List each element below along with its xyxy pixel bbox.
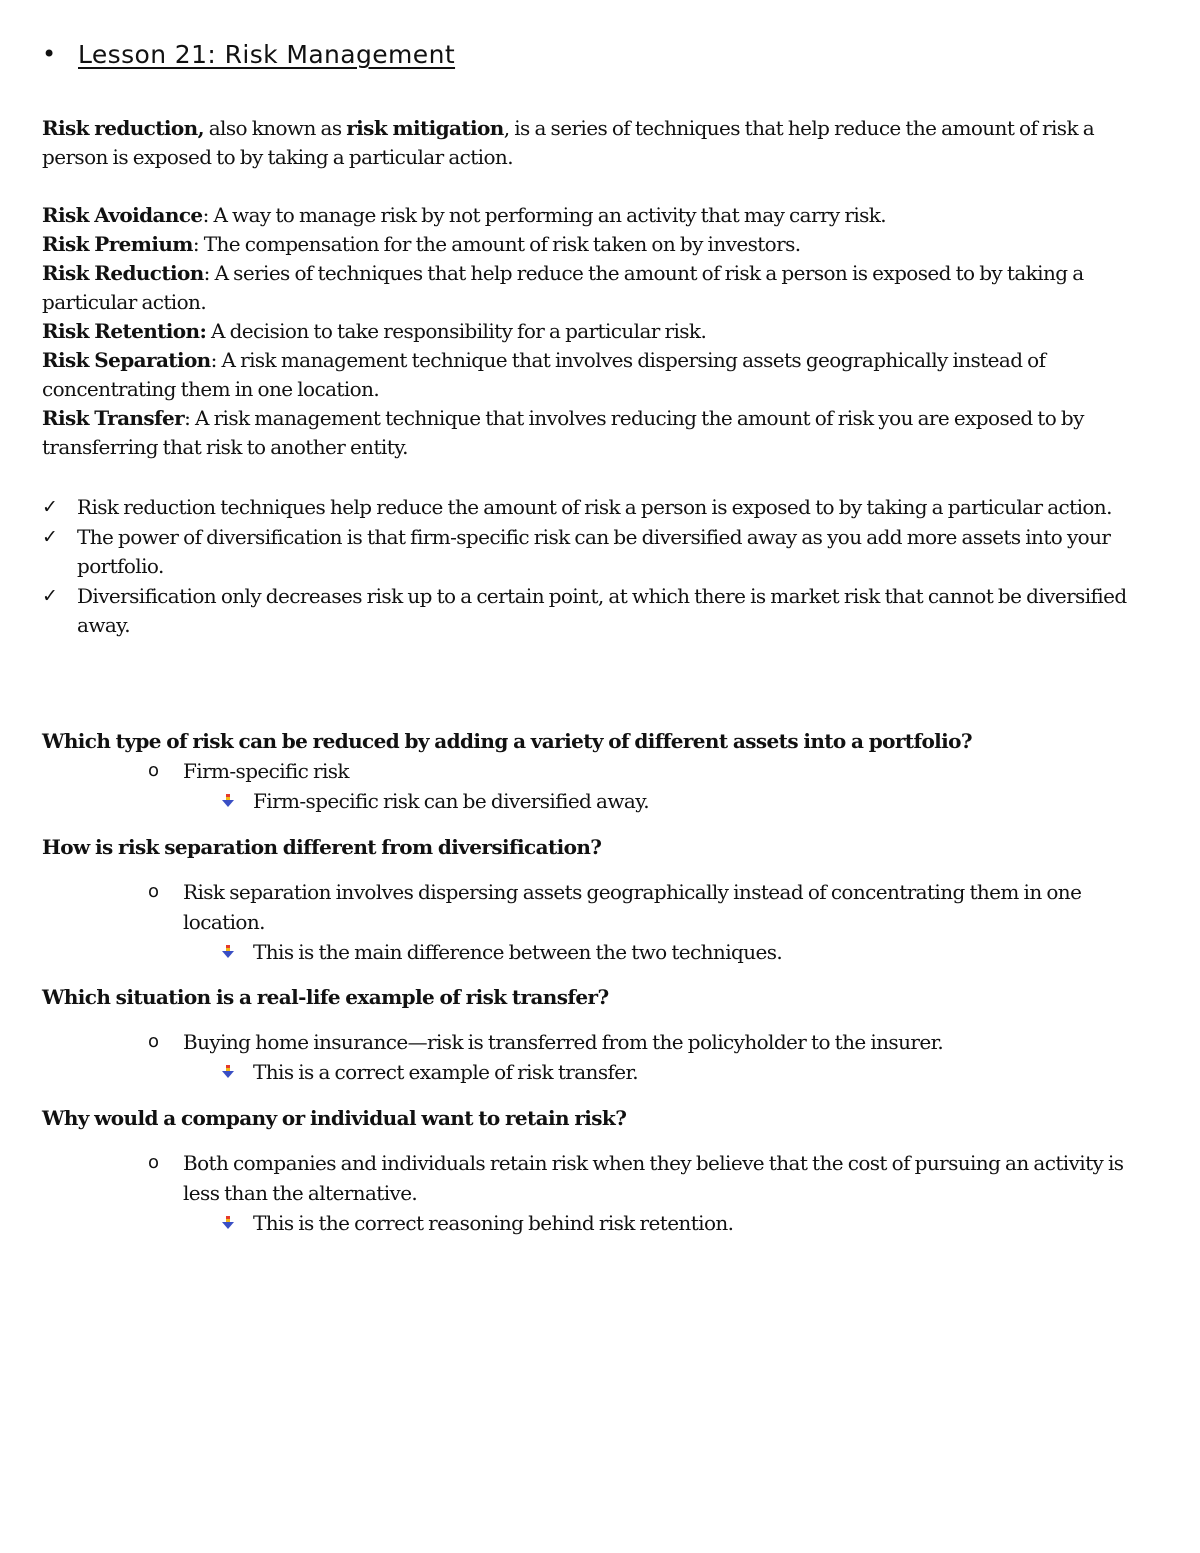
answer-note	[42, 937, 1142, 967]
intro-text: also known as	[203, 116, 347, 140]
question-block	[42, 1104, 1142, 1238]
definition-risk-reduction	[42, 259, 1122, 317]
arrow-down-icon	[220, 793, 236, 809]
lesson-title: Lesson 21: Risk Management	[78, 40, 456, 69]
definition-term: Risk Transfer	[42, 406, 185, 430]
arrow-down-icon	[220, 1215, 236, 1231]
checkmark-icon: ✓	[42, 496, 58, 518]
definition-risk-avoidance	[42, 201, 1122, 230]
definition-term: Risk Reduction	[42, 261, 204, 285]
definition-text: : A series of techniques that help reduce the amount of risk a person is exposed to by taking a particular action.	[42, 261, 1084, 314]
question-block	[42, 833, 1142, 967]
intro-term-risk-mitigation: risk mitigation	[346, 116, 504, 140]
answer-text: Risk separation involves dispersing assets geographically instead of concentrating them in one location.	[183, 880, 1082, 934]
bullet-icon: •	[42, 40, 57, 68]
definition-risk-retention	[42, 317, 1122, 346]
note-text: This is a correct example of risk transfer.	[253, 1060, 639, 1084]
answer-text: Firm-specific risk	[183, 759, 349, 783]
answer-text: Buying home insurance—risk is transferred from the policyholder to the insurer.	[183, 1030, 944, 1054]
definition-text: : The compensation for the amount of risk taken on by investors.	[192, 232, 801, 256]
question-text: Which type of risk can be reduced by adding a variety of different assets into a portfolio?	[42, 729, 973, 753]
key-point-text: Risk reduction techniques help reduce the amount of risk a person is exposed to by taking a particular action.	[77, 495, 1112, 519]
definition-text: : A way to manage risk by not performing an activity that may carry risk.	[202, 203, 887, 227]
definition-risk-separation	[42, 346, 1122, 404]
definition-text: : A risk management technique that involves dispersing assets geographically instead of concentrating them in one location.	[42, 348, 1046, 401]
circle-bullet-icon: o	[148, 881, 160, 902]
definition-term: Risk Retention:	[42, 319, 207, 343]
intro-term-risk-reduction: Risk reduction,	[42, 116, 204, 140]
question-text: How is risk separation different from diversification?	[42, 835, 602, 859]
answer-item	[42, 877, 1142, 937]
key-point	[42, 523, 1142, 582]
definition-term: Risk Premium	[42, 232, 193, 256]
question-text: Why would a company or individual want to retain risk?	[42, 1106, 627, 1130]
intro-text: , is a series of techniques that help reduce the amount of risk a person is exposed to by taking a particular action.	[42, 116, 1095, 169]
answer-item	[42, 1148, 1142, 1208]
key-point	[42, 582, 1142, 641]
question-block	[42, 727, 1142, 816]
answer-note	[42, 1057, 1142, 1087]
answer-item	[42, 1027, 1142, 1057]
key-point-text: Diversification only decreases risk up to a certain point, at which there is market risk that cannot be diversified away.	[77, 583, 1127, 637]
answer-text: Both companies and individuals retain risk when they believe that the cost of pursuing an activity is less than the alternative.	[183, 1151, 1124, 1205]
question-text: Which situation is a real-life example of risk transfer?	[42, 985, 609, 1009]
definition-term: Risk Separation	[42, 348, 211, 372]
circle-bullet-icon: o	[148, 760, 160, 781]
checkmark-icon: ✓	[42, 584, 58, 607]
note-text: This is the main difference between the two techniques.	[253, 940, 783, 964]
answer-item	[42, 756, 1142, 786]
definitions-list	[42, 201, 1122, 462]
note-text: Firm-specific risk can be diversified away.	[253, 789, 649, 813]
note-text: This is the correct reasoning behind risk retention.	[253, 1211, 734, 1235]
checkmark-icon: ✓	[42, 525, 58, 548]
lesson-heading	[42, 40, 1142, 80]
key-point	[42, 493, 1142, 523]
definition-term: Risk Avoidance	[42, 203, 203, 227]
definition-risk-premium	[42, 230, 1122, 259]
answer-note	[42, 1208, 1142, 1238]
arrow-down-icon	[220, 1064, 236, 1080]
question-block	[42, 983, 1142, 1087]
arrow-down-icon	[220, 944, 236, 960]
key-points-list	[42, 493, 1142, 641]
definition-text: : A risk management technique that involves reducing the amount of risk you are exposed to by transferring that risk to another entity.	[42, 406, 1084, 459]
definition-risk-transfer	[42, 404, 1122, 462]
key-point-text: The power of diversification is that firm-specific risk can be diversified away as you add more assets into your portfolio.	[77, 524, 1111, 578]
answer-note	[42, 786, 1142, 816]
definition-text: A decision to take responsibility for a particular risk.	[206, 319, 707, 343]
circle-bullet-icon: o	[148, 1031, 160, 1052]
intro-paragraph	[42, 114, 1122, 172]
circle-bullet-icon: o	[148, 1152, 160, 1173]
